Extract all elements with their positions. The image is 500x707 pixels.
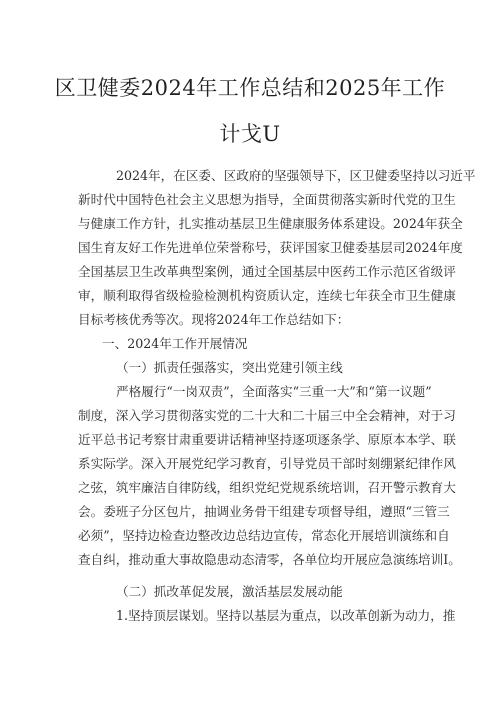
paragraph-1-line-2: 新时代中国特色社会主义思想为指导，全面贯彻落实新时代党的卫生 [78,192,456,207]
paragraph-1-line-5: 全国基层卫生改革典型案例，通过全国基层中医药工作示范区省级评 [78,264,456,279]
paragraph-1-line-7: 目标考核优秀等次。现将2024年工作总结如下： [78,312,350,327]
document-title-line-1: 区卫健委2024年工作总结和2025年工作 [54,76,446,100]
document-title-line-2: 计戈U [219,122,281,146]
paragraph-2-line-7: 必须”，坚持边检查边整改边总结边宣传，常态化开展培训演练和自 [78,528,450,543]
item-1-line-1: 1.坚持顶层谋划。坚持以基层为重点，以改革创新为动力，推 [116,608,456,623]
section-1-heading: 一、2024年工作开展情况 [102,336,248,351]
paragraph-1-line-4: 国生育友好工作先进单位荣誉称号，获评国家卫健委基层司2024年度 [78,240,463,255]
paragraph-1-line-1: 2024年，在区委、区政府的坚强领导下，区卫健委坚持以习近平 [116,168,476,183]
subsection-1-heading: （一）抓责任强落实，突出党建引领主线 [116,360,343,375]
paragraph-2-line-3: 近平总书记考察甘肃重要讲话精神坚持逐项逐条学、原原本本学、联 [78,432,456,447]
paragraph-2-line-8: 查自纠，推动重大事故隐患动态清零，各单位均开展应急演练培训I。 [78,552,461,567]
paragraph-2-line-4: 系实际学。深入开展党纪学习教育，引导党员干部时刻绷紧纪律作风 [78,456,456,471]
paragraph-1-line-6: 审，顺利取得省级检验检测机构资质认定，连续七年获全市卫生健康 [78,288,456,303]
paragraph-1-line-3: 与健康工作方针，扎实推动基层卫生健康服务体系建设。2024年获全 [78,216,463,231]
paragraph-2-line-6: 会。委班子分区包片，抽调业务骨干组建专项督导组，遵照“三管三 [78,504,450,519]
paragraph-2-line-2: 制度，深入学习贯彻落实党的二十大和二十届三中全会精神，对于习 [78,408,456,423]
paragraph-2-line-1: 严格履行“一岗双责”，全面落实“三重一大”和“第一议题” [116,384,432,399]
subsection-2-heading: （二）抓改革促发展，激活基层发展动能 [116,584,343,599]
paragraph-2-line-5: 之弦，筑牢廉洁自律防线，组织党纪党规系统培训，召开警示教育大 [78,480,456,495]
